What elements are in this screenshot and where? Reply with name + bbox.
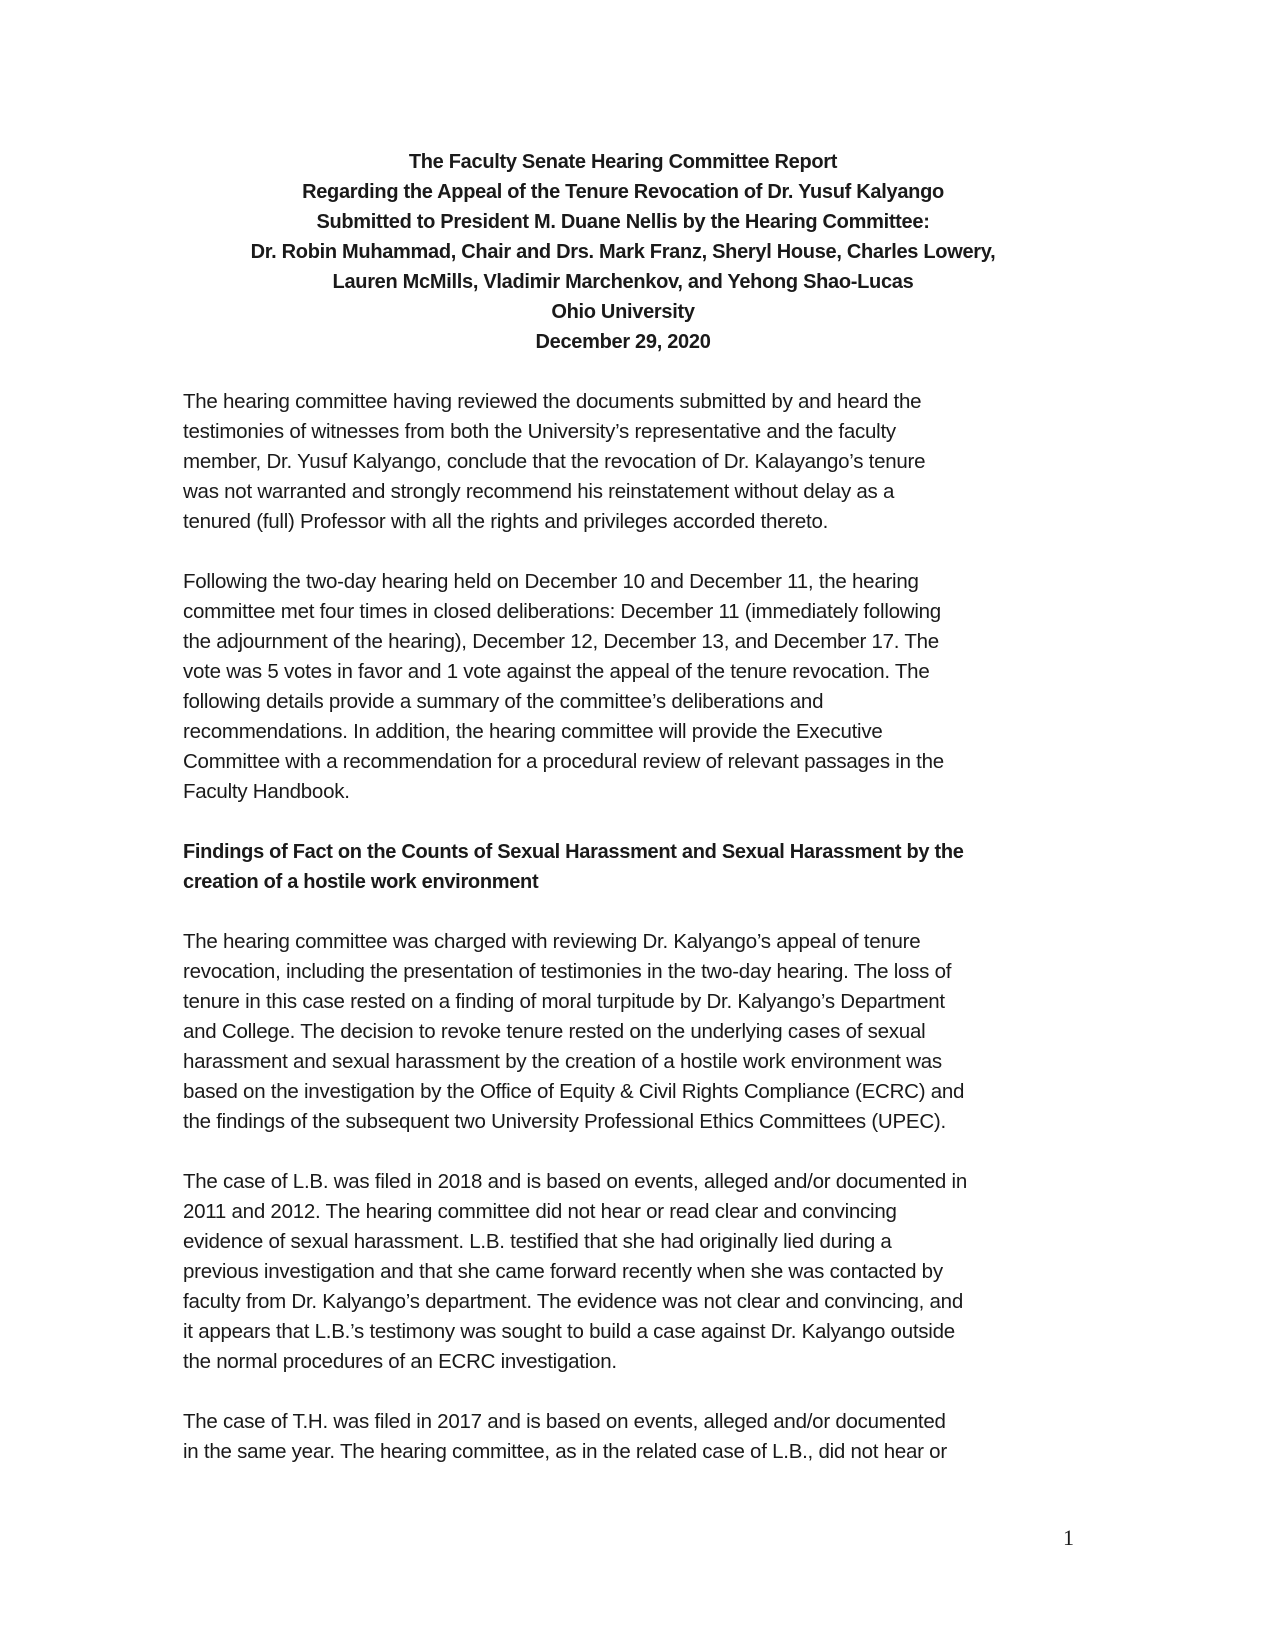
text-line: the adjournment of the hearing), December 12, December 13, and December 17. The [183, 630, 939, 653]
paragraph-charge [183, 927, 1063, 1137]
submission-line: Submitted to President M. Duane Nellis by the Hearing Committee: [316, 211, 930, 233]
text-line: 2011 and 2012. The hearing committee did not hear or read clear and convincing [183, 1200, 897, 1223]
report-subtitle: Regarding the Appeal of the Tenure Revocation of Dr. Yusuf Kalyango [302, 181, 944, 203]
text-line: the normal procedures of an ECRC investigation. [183, 1350, 617, 1373]
text-line: was not warranted and strongly recommend his reinstatement without delay as a [183, 480, 895, 503]
text-line: member, Dr. Yusuf Kalyango, conclude that the revocation of Dr. Kalayango’s tenure [183, 450, 926, 473]
spacer [183, 357, 1063, 387]
text-line: evidence of sexual harassment. L.B. testified that she had originally lied during a [183, 1230, 892, 1253]
spacer [183, 807, 1063, 837]
text-line: based on the investigation by the Office of Equity & Civil Rights Compliance (ECRC) and [183, 1080, 965, 1103]
text-line: previous investigation and that she came forward recently when she was contacted by [183, 1260, 943, 1283]
report-date: December 29, 2020 [535, 331, 711, 353]
text-line: the findings of the subsequent two University Professional Ethics Committees (UPEC). [183, 1110, 946, 1133]
report-title-block [183, 147, 1063, 357]
report-title: The Faculty Senate Hearing Committee Report [408, 151, 838, 173]
paragraph-conclusion [183, 387, 1063, 537]
text-line: committee met four times in closed deliberations: December 11 (immediately following [183, 600, 941, 623]
section-heading-findings [183, 837, 1063, 897]
paragraph-case-lb [183, 1167, 1063, 1377]
text-line: vote was 5 votes in favor and 1 vote against the appeal of the tenure revocation. The [183, 660, 930, 683]
committee-members-line-1: Dr. Robin Muhammad, Chair and Drs. Mark Franz, Sheryl House, Charles Lowery, [250, 241, 996, 263]
text-line: following details provide a summary of the committee’s deliberations and [183, 690, 824, 713]
text-line: recommendations. In addition, the hearing committee will provide the Executive [183, 720, 883, 743]
spacer [183, 897, 1063, 927]
text-line: testimonies of witnesses from both the University’s representative and the faculty [183, 420, 896, 443]
text-line: tenure in this case rested on a finding of moral turpitude by Dr. Kalyango’s Department [183, 990, 945, 1013]
text-line: The case of L.B. was filed in 2018 and is based on events, alleged and/or documented in [183, 1170, 967, 1193]
text-line: The hearing committee was charged with reviewing Dr. Kalyango’s appeal of tenure [183, 930, 921, 953]
paragraph-case-th [183, 1407, 1063, 1467]
text-line: and College. The decision to revoke tenure rested on the underlying cases of sexual [183, 1020, 926, 1043]
text-line: The case of T.H. was filed in 2017 and is based on events, alleged and/or documented [183, 1410, 946, 1433]
page-content [183, 147, 1063, 1467]
committee-members-line-2: Lauren McMills, Vladimir Marchenkov, and Yehong Shao-Lucas [332, 271, 914, 293]
text-line: tenured (full) Professor with all the rights and privileges accorded thereto. [183, 510, 829, 533]
institution-name: Ohio University [551, 301, 695, 323]
text-line: it appears that L.B.’s testimony was sought to build a case against Dr. Kalyango outside [183, 1320, 955, 1343]
heading-line: Findings of Fact on the Counts of Sexual Harassment and Sexual Harassment by the [183, 841, 964, 863]
paragraph-deliberations [183, 567, 1063, 807]
text-line: The hearing committee having reviewed the documents submitted by and heard the [183, 390, 922, 413]
text-line: Faculty Handbook. [183, 780, 350, 803]
text-line: Following the two-day hearing held on December 10 and December 11, the hearing [183, 570, 919, 593]
text-line: revocation, including the presentation of testimonies in the two-day hearing. The loss of [183, 960, 952, 983]
text-line: in the same year. The hearing committee, as in the related case of L.B., did not hear or [183, 1440, 947, 1463]
text-line: faculty from Dr. Kalyango’s department. The evidence was not clear and convincing, and [183, 1290, 963, 1313]
page-number: 1 [1063, 1525, 1074, 1550]
text-line: Committee with a recommendation for a procedural review of relevant passages in the [183, 750, 944, 773]
spacer [183, 1137, 1063, 1167]
heading-line: creation of a hostile work environment [183, 871, 539, 893]
spacer [183, 1377, 1063, 1407]
text-line: harassment and sexual harassment by the creation of a hostile work environment was [183, 1050, 942, 1073]
spacer [183, 537, 1063, 567]
